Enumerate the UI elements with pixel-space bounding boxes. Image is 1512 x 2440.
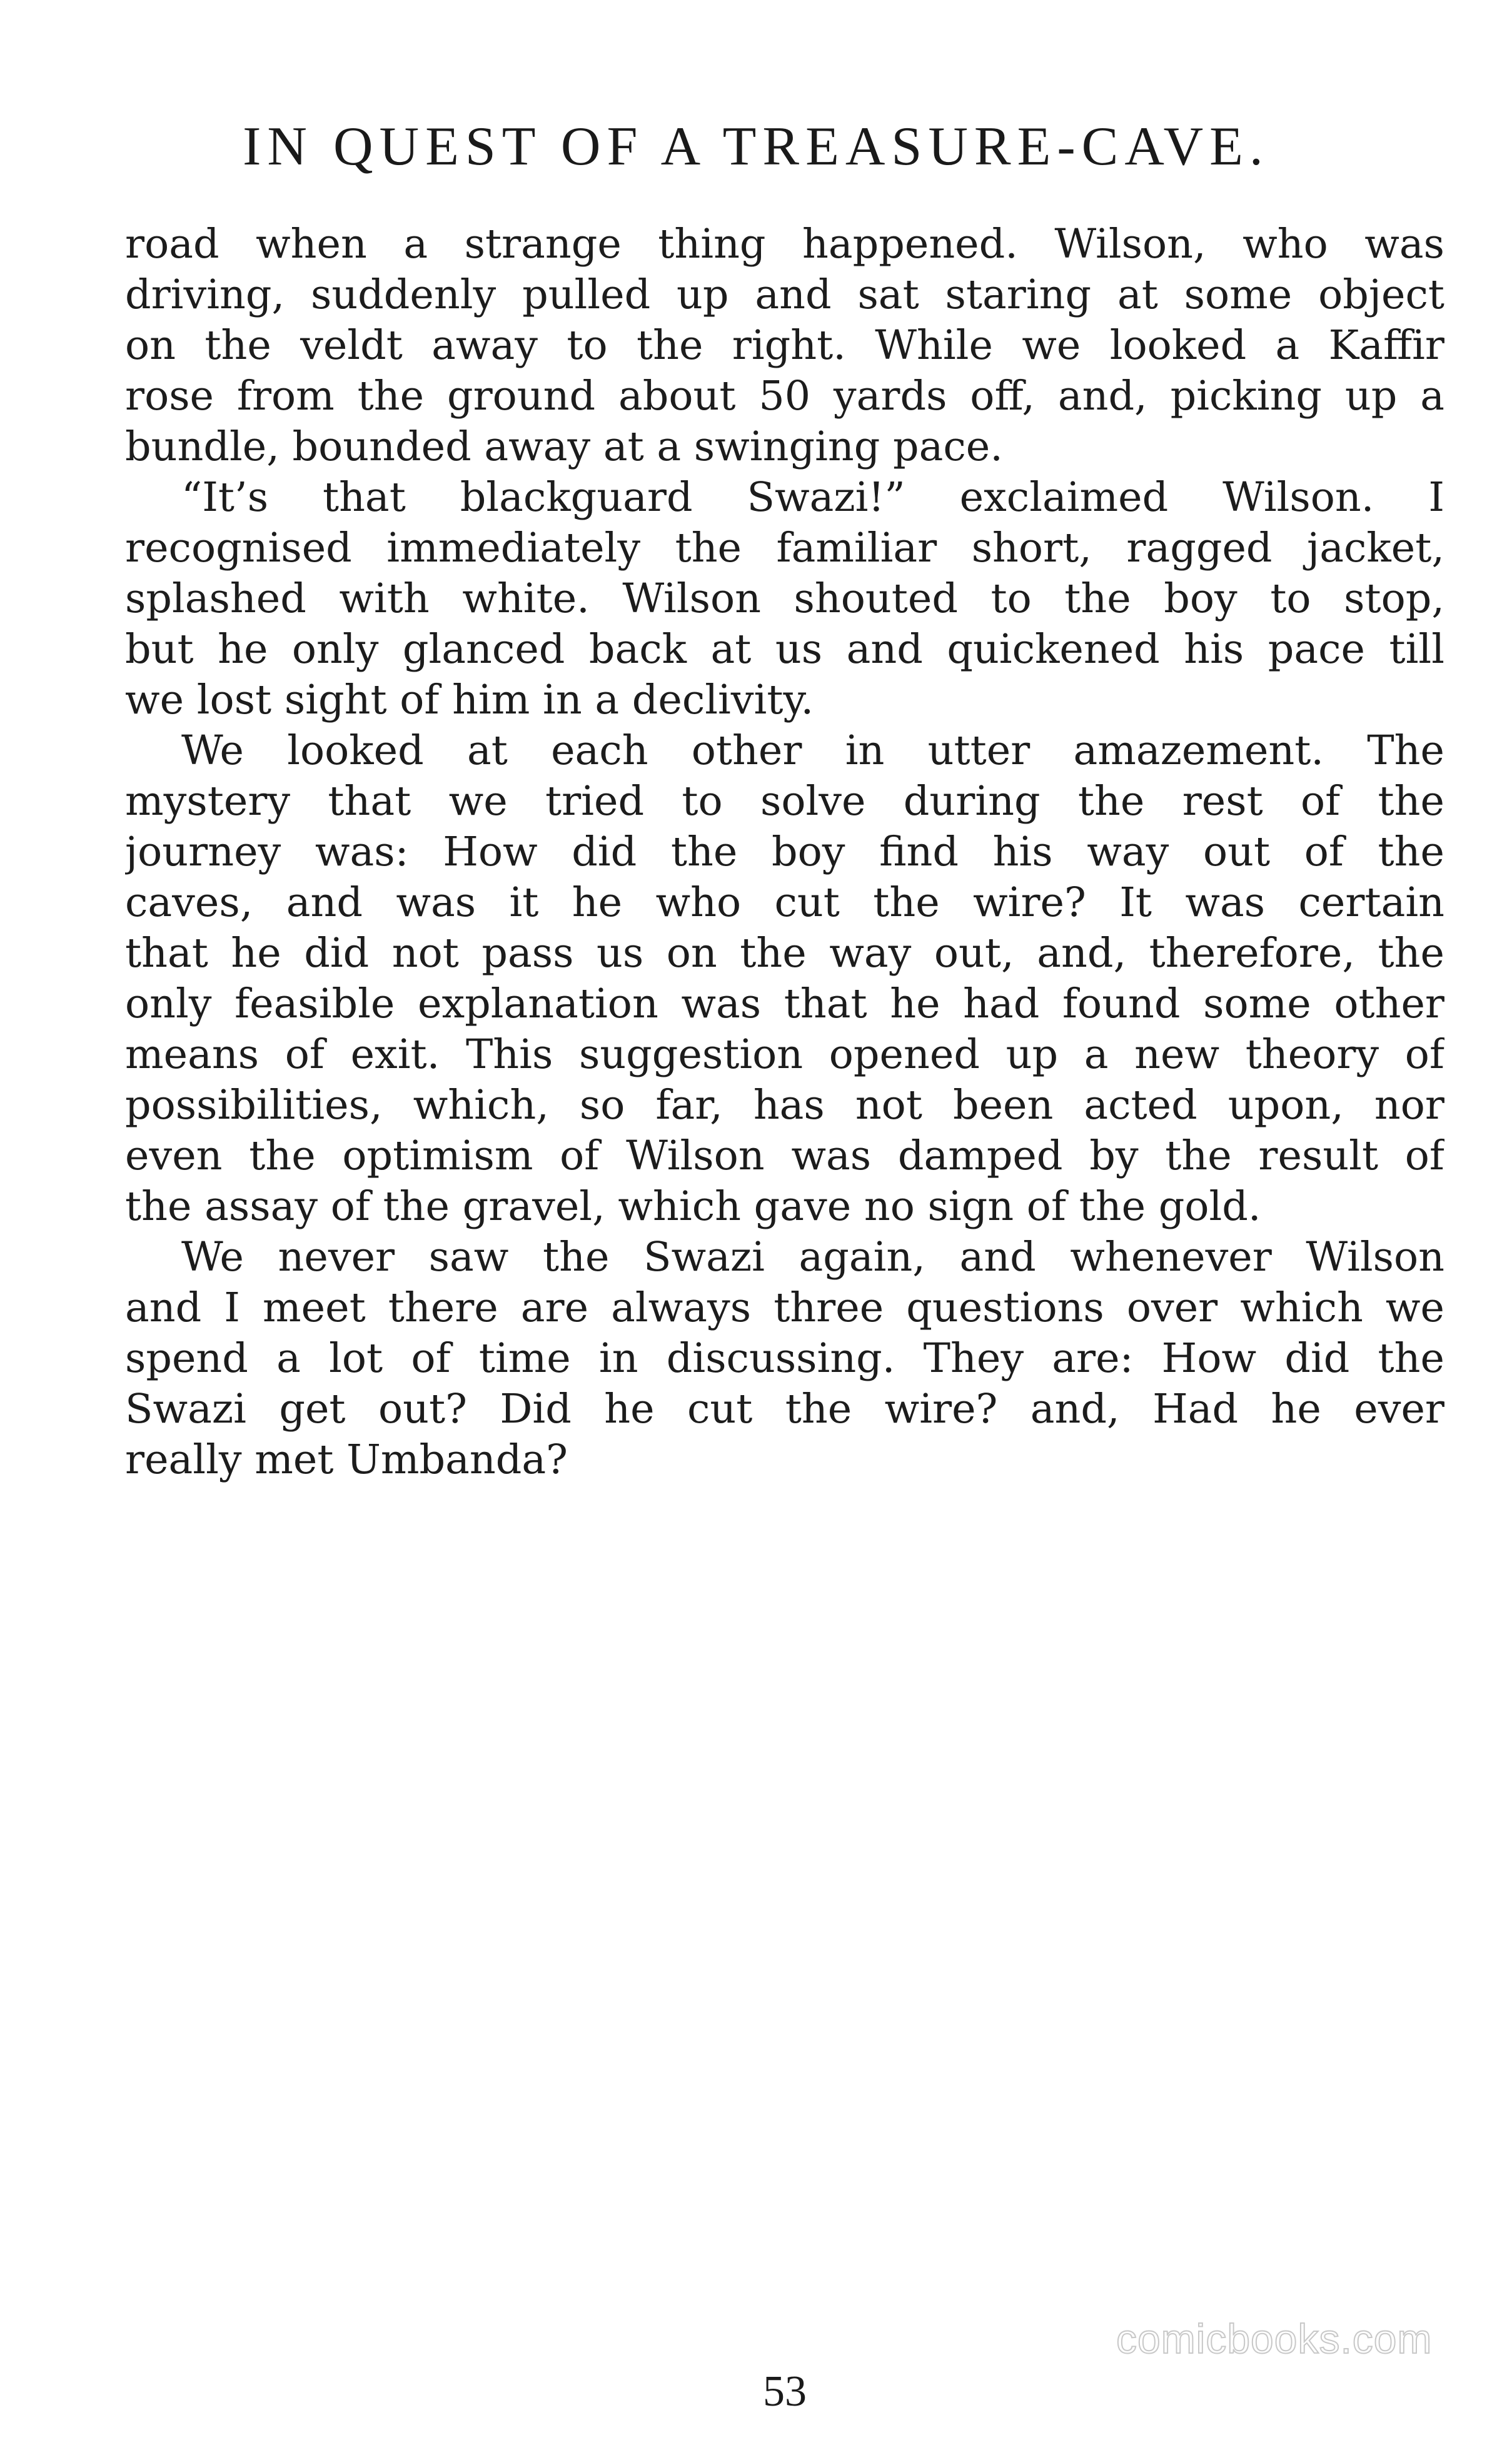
text-line: but he only glanced back at us and quickened his pace till <box>125 626 1444 673</box>
text-line: even the optimism of Wilson was damped by the result of <box>125 1132 1444 1179</box>
text-line: rose from the ground about 50 yards off, and, picking up a <box>125 373 1444 420</box>
text-line: driving, suddenly pulled up and sat staring at some object <box>125 271 1444 318</box>
text-line: that he did not pass us on the way out, and, therefore, the <box>125 930 1444 977</box>
text-line: the assay of the gravel, which gave no sign of the gold. <box>125 1183 1261 1230</box>
text-line: road when a strange thing happened. Wilson, who was <box>125 221 1444 268</box>
text-line: journey was: How did the boy find his way out of the <box>125 829 1444 875</box>
text-line: splashed with white. Wilson shouted to the boy to stop, <box>125 575 1444 622</box>
text-line: spend a lot of time in discussing. They are: How did the <box>125 1335 1444 1382</box>
paragraph-start-line: We never saw the Swazi again, and whenever Wilson <box>181 1234 1444 1281</box>
text-line: means of exit. This suggestion opened up a new theory of <box>125 1031 1444 1078</box>
text-line: bundle, bounded away at a swinging pace. <box>125 423 1003 470</box>
watermark: comicbooks.com <box>1116 2316 1433 2362</box>
running-head: IN QUEST OF A TREASURE-CAVE. <box>243 116 1269 177</box>
paragraph-start-line: We looked at each other in utter amazement. The <box>181 727 1444 774</box>
text-line: possibilities, which, so far, has not been acted upon, nor <box>125 1082 1444 1129</box>
page-number: 53 <box>763 2367 807 2416</box>
text-line: on the veldt away to the right. While we looked a Kaffir <box>125 322 1444 369</box>
text-line: caves, and was it he who cut the wire? It was certain <box>125 879 1444 926</box>
text-line: only feasible explanation was that he had found some other <box>125 981 1444 1027</box>
text-line: Swazi get out? Did he cut the wire? and, Had he ever <box>125 1386 1444 1433</box>
text-line: mystery that we tried to solve during the rest of the <box>125 778 1444 825</box>
text-line: and I meet there are always three questions over which we <box>125 1284 1444 1331</box>
body-text <box>125 219 1444 1485</box>
text-line: really met Umbanda? <box>125 1436 568 1483</box>
paragraph-start-line: “It’s that blackguard Swazi!” exclaimed Wilson. I <box>181 474 1444 521</box>
text-line: we lost sight of him in a declivity. <box>125 677 814 723</box>
text-line: recognised immediately the familiar short, ragged jacket, <box>125 525 1444 572</box>
